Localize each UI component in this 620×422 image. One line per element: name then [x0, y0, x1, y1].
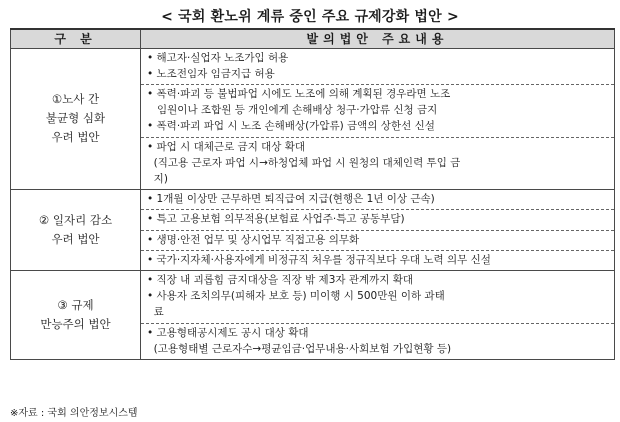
- content-line: • 노조전임자 임금지급 허용: [147, 67, 275, 80]
- table-header-row: [11, 29, 615, 48]
- table-body: [11, 48, 615, 359]
- row-content: [141, 48, 615, 190]
- content-group: [141, 138, 614, 190]
- content-line: • 폭력·파괴 등 불법파업 시에도 노조에 의해 계획된 경우라면 노조: [147, 87, 451, 100]
- category-line: ② 일자리 감소: [38, 213, 113, 228]
- header-category: 구 분: [11, 29, 141, 48]
- content-group: [141, 49, 614, 85]
- category-line: ③ 규제: [57, 297, 94, 312]
- content-line: • 1개월 이상만 근무하면 퇴직급여 지급(현행은 1년 이상 근속): [147, 193, 435, 206]
- content-group: [141, 210, 614, 230]
- header-content: 발의법안 주요내용: [141, 29, 615, 48]
- content-group: [141, 271, 614, 324]
- row-content: [141, 270, 615, 359]
- content-line: (직고용 근로자 파업 시→하청업체 파업 시 원청의 대체인력 투입 금: [147, 156, 461, 169]
- regulation-bills-table: [10, 28, 615, 360]
- row-content: [141, 190, 615, 271]
- content-line: • 특고 고용보험 의무적용(보험료 사업주·특고 공동부담): [147, 213, 405, 226]
- table-row: [11, 48, 615, 190]
- content-group: [141, 85, 614, 138]
- content-line: • 생명·안전 업무 및 상시업무 직접고용 의무화: [147, 233, 360, 246]
- content-line: (고용형태별 근로자수→평균임금·업무내용·사회보험 가입현황 등): [147, 342, 452, 355]
- row-category: [11, 48, 141, 190]
- content-line: 료: [147, 306, 164, 319]
- row-category: [11, 190, 141, 271]
- content-line: • 고용형태공시제도 공시 대상 확대: [147, 326, 309, 339]
- content-group: [141, 231, 614, 251]
- content-group: [141, 324, 614, 359]
- category-line: 불균형 심화: [45, 111, 106, 126]
- content-line: • 직장 내 괴롭힘 금지대상을 직장 밖 제3자 관계까지 확대: [147, 273, 414, 286]
- content-line: • 폭력·파괴 파업 시 노조 손해배상(가압류) 금액의 상한선 신설: [147, 120, 435, 133]
- content-line: 지): [147, 172, 168, 185]
- document-title: < 국회 환노위 계류 중인 주요 규제강화 법안 >: [161, 9, 459, 25]
- content-line: • 사용자 조치의무(피해자 보호 등) 미이행 시 500만원 이하 과태: [147, 290, 445, 303]
- category-line: 우려 법안: [51, 232, 100, 247]
- category-line: ①노사 간: [51, 92, 100, 107]
- content-line: • 국가·지자체·사용자에게 비정규직 처우를 정규직보다 우대 노력 의무 신설: [147, 253, 491, 266]
- category-line: 우려 법안: [51, 130, 100, 145]
- table-row: [11, 190, 615, 271]
- table-row: [11, 270, 615, 359]
- content-line: • 해고자·실업자 노조가입 허용: [147, 51, 289, 64]
- content-group: [141, 251, 614, 270]
- content-line: • 파업 시 대체근로 금지 대상 확대: [147, 140, 306, 153]
- source-note: ※자료 : 국회 의안정보시스템: [10, 408, 138, 419]
- content-line: 임원이나 조합원 등 개인에게 손해배상 청구·가압류 신청 금지: [147, 104, 438, 117]
- category-line: 만능주의 법안: [40, 316, 111, 331]
- content-group: [141, 190, 614, 210]
- row-category: [11, 270, 141, 359]
